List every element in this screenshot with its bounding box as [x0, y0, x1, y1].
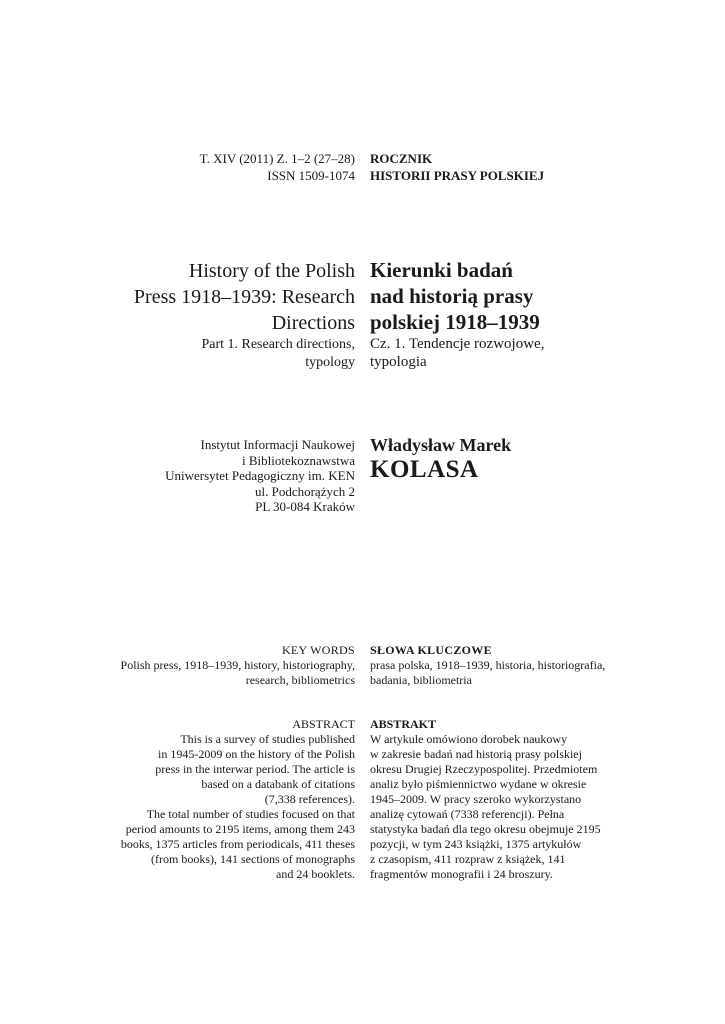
abstract-pl-line: okresu Drugiej Rzeczypospolitej. Przedmiotem: [370, 762, 598, 776]
abstract-en-line: (from books), 141 sections of monographs: [151, 852, 355, 866]
volume-line: T. XIV (2011) Z. 1–2 (27–28): [199, 151, 355, 166]
keywords-en-line: Polish press, 1918–1939, history, historiography,: [120, 658, 355, 672]
title-en-line: Directions: [271, 312, 355, 334]
keywords-polish: [370, 643, 605, 688]
title-pl-line: Kierunki badań: [370, 258, 513, 282]
keywords-en-line: research, bibliometrics: [245, 673, 355, 687]
abstract-en-line: press in the interwar period. The article is: [155, 762, 355, 776]
abstract-en-line: books, 1375 articles from periodicals, 411 theses: [120, 837, 355, 851]
abstract-pl-line: 1945–2009. W pracy szeroko wykorzystano: [370, 792, 582, 806]
subtitle-en-line: Part 1. Research directions,: [201, 337, 355, 352]
keywords-en-heading: KEY WORDS: [281, 643, 355, 657]
abstract-en-heading: ABSTRACT: [292, 717, 355, 731]
volume-info: [200, 150, 355, 184]
abstract-pl-line: fragmentów monografii i 24 broszury.: [370, 867, 553, 881]
title-polish: [370, 257, 670, 371]
abstract-pl-line: analizę cytowań (7338 referencji). Pełna: [370, 807, 565, 821]
abstract-pl-line: statystyka badań dla tego okresu obejmuje 2195: [370, 822, 601, 836]
title-english: [95, 258, 355, 372]
keywords-pl-line: prasa polska, 1918–1939, historia, historiografia,: [370, 658, 606, 672]
affiliation-line: ul. Podchorążych 2: [254, 483, 355, 499]
affiliation: [165, 437, 355, 515]
abstract-en-line: (7,338 references).: [264, 792, 355, 806]
abstract-en-line: period amounts to 2195 items, among them 243: [125, 822, 355, 836]
title-en-line: History of the Polish: [188, 260, 355, 282]
author-first-names: Władysław Marek: [370, 435, 512, 455]
title-pl-line: nad historią prasy: [370, 284, 534, 308]
title-en-line: Press 1918–1939: Research: [133, 286, 355, 308]
subtitle-pl-line: typologia: [370, 354, 427, 370]
abstract-en-line: The total number of studies focused on that: [146, 807, 355, 821]
author-surname: KOLASA: [370, 456, 479, 483]
abstract-pl-heading: ABSTRAKT: [370, 717, 437, 731]
abstract-english: [121, 717, 355, 882]
affiliation-line: PL 30-084 Kraków: [255, 499, 355, 514]
author: [370, 434, 511, 484]
keywords-pl-heading: SŁOWA KLUCZOWE: [370, 643, 492, 657]
abstract-pl-line: w zakresie badań nad historią prasy polskiej: [370, 747, 582, 761]
keywords-english: [121, 643, 355, 688]
subtitle-pl-line: Cz. 1. Tendencje rozwojowe,: [370, 336, 545, 352]
abstract-en-line: based on a databank of citations: [201, 777, 355, 791]
affiliation-line: i Bibliotekoznawstwa: [241, 452, 355, 468]
affiliation-line: Uniwersytet Pedagogiczny im. KEN: [165, 468, 355, 483]
abstract-en-line: This is a survey of studies published: [180, 732, 355, 746]
abstract-en-line: in 1945-2009 on the history of the Polish: [158, 747, 355, 761]
abstract-pl-line: analiz było piśmiennictwo wydane w okresie: [370, 777, 587, 791]
subtitle-en-line: typology: [305, 355, 355, 370]
journal-line-1: ROCZNIK: [370, 151, 433, 166]
keywords-pl-line: badania, bibliometria: [370, 673, 472, 687]
affiliation-line: Instytut Informacji Naukowej: [200, 437, 355, 452]
abstract-pl-line: z czasopism, 411 rozpraw z książek, 141: [370, 852, 566, 866]
journal-name: [370, 150, 544, 184]
journal-line-2: HISTORII PRASY POLSKIEJ: [370, 168, 545, 183]
abstract-pl-line: pozycji, w tym 243 książki, 1375 artykułów: [370, 837, 582, 851]
abstract-en-line: and 24 booklets.: [276, 867, 355, 881]
issn-line: ISSN 1509-1074: [267, 168, 355, 183]
abstract-polish: [370, 717, 601, 882]
abstract-pl-line: W artykule omówiono dorobek naukowy: [370, 732, 568, 746]
title-pl-line: polskiej 1918–1939: [370, 310, 540, 334]
